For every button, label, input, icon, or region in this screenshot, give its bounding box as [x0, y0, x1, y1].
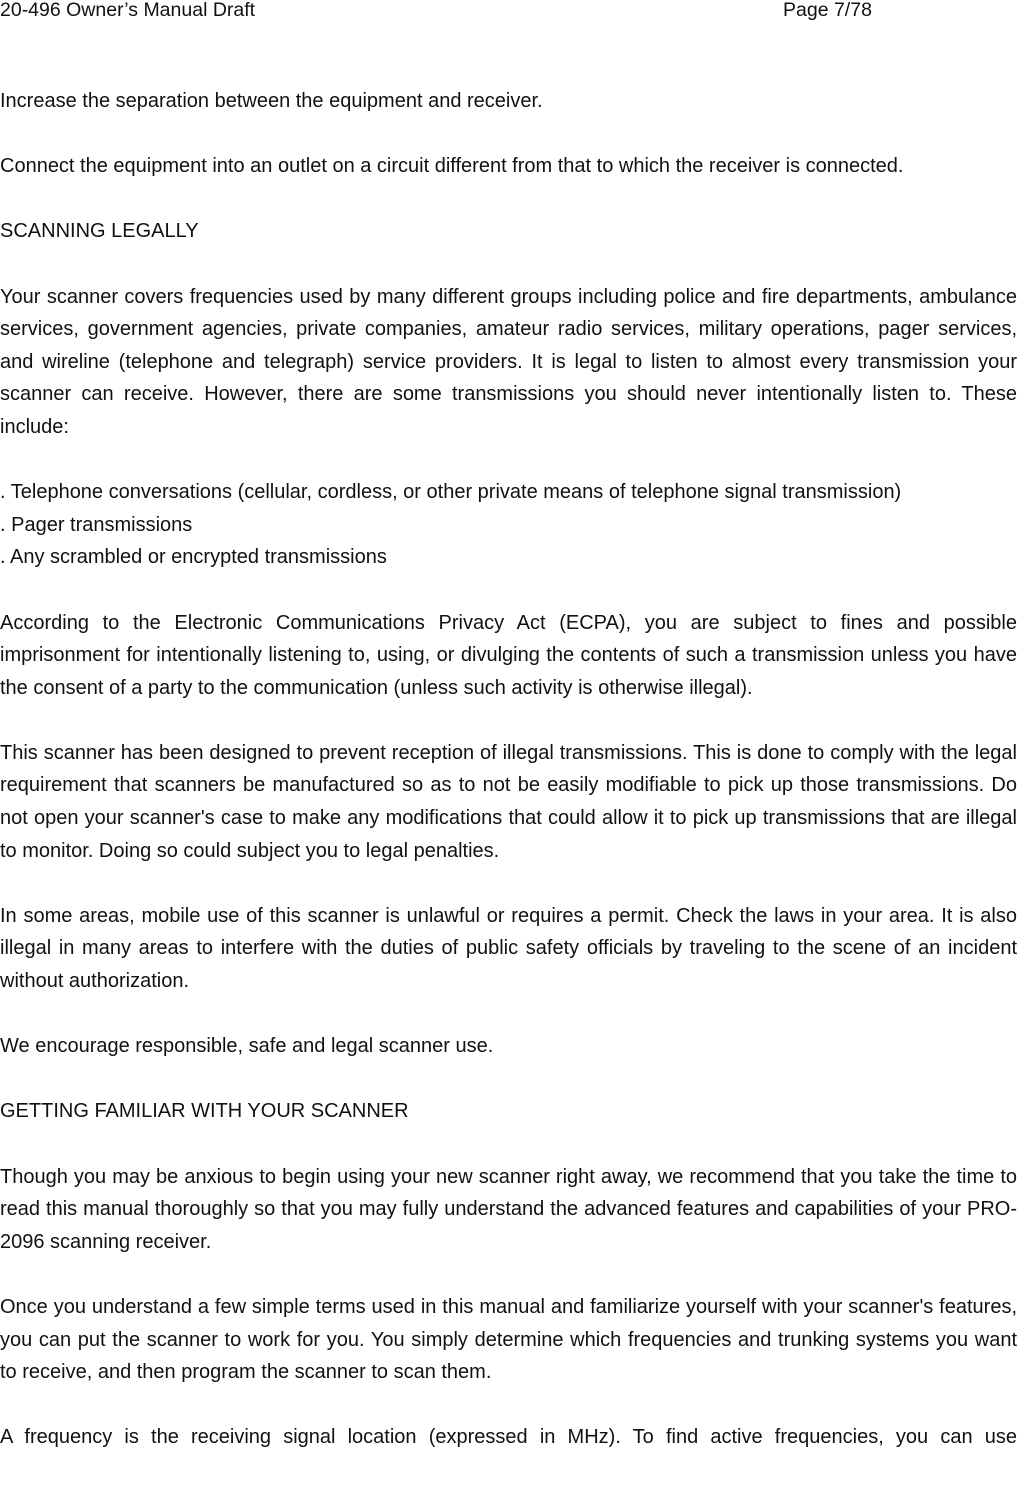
list-item: . Pager transmissions — [0, 513, 193, 536]
paragraph-responsible-use: We encourage responsible, safe and legal scanner use. — [0, 1035, 494, 1058]
restricted-transmissions-list — [0, 476, 1017, 574]
document-title: 20-496 Owner’s Manual Draft — [0, 0, 256, 21]
page-header — [0, 0, 1017, 24]
paragraph-read-manual: Though you may be anxious to begin using your new scanner right away, we recommend that you take the time to read this manual thoroughly so that you may fully understand the advanced features and capabilities of your PRO-2096 scanning receiver. — [0, 1165, 1017, 1253]
list-item: . Any scrambled or encrypted transmissions — [0, 546, 387, 569]
paragraph-frequency: A frequency is the receiving signal location (expressed in MHz). To find active frequencies, you can use — [0, 1426, 1017, 1449]
page-number: Page 7/78 — [783, 0, 872, 21]
paragraph-illegal-reception: This scanner has been designed to prevent reception of illegal transmissions. This is done to comply with the legal requirement that scanners be manufactured so as to not be easily modifiable to pick up those transmissions. Do not open your scanner's case to make any modifications that could allow it to pick up transmissions that are illegal to monitor. Doing so could subject you to legal penalties. — [0, 741, 1017, 862]
paragraph-outlet: Connect the equipment into an outlet on a circuit different from that to which the receiver is connected. — [0, 155, 904, 178]
paragraph-mobile-use: In some areas, mobile use of this scanner is unlawful or requires a permit. Check the laws in your area. It is also illegal in many areas to interfere with the duties of public safety officials by traveling to the scene of an incident without authorization. — [0, 904, 1017, 993]
paragraph-separation: Increase the separation between the equipment and receiver. — [0, 90, 543, 112]
paragraph-scanner-coverage: Your scanner covers frequencies used by many different groups including police and fire departments, ambulance services, government agencies, private companies, amateur radio services, military operations, pager services, and wireline (telephone and telegraph) service providers. It is legal to listen to almost every transmission your scanner can receive. However, there are some transmissions you should never intentionally listen to. These include: — [0, 285, 1017, 438]
paragraph-ecpa: According to the Electronic Communications Privacy Act (ECPA), you are subject to fines and possible imprisonment for intentionally listening to, using, or divulging the contents of such a transmission unless you have the consent of a party to the communication (unless such activity is otherwise illegal). — [0, 611, 1017, 699]
list-item: . Telephone conversations (cellular, cordless, or other private means of telephone signal transmission) — [0, 481, 902, 504]
section-heading-getting-familiar: GETTING FAMILIAR WITH YOUR SCANNER — [0, 1100, 409, 1123]
paragraph-simple-terms: Once you understand a few simple terms used in this manual and familiarize yourself with your scanner's features, you can put the scanner to work for you. You simply determine which frequencies and trunking systems you want to receive, and then program the scanner to scan them. — [0, 1295, 1017, 1384]
page-body — [0, 85, 1017, 1487]
section-heading-scanning-legally: SCANNING LEGALLY — [0, 220, 199, 243]
